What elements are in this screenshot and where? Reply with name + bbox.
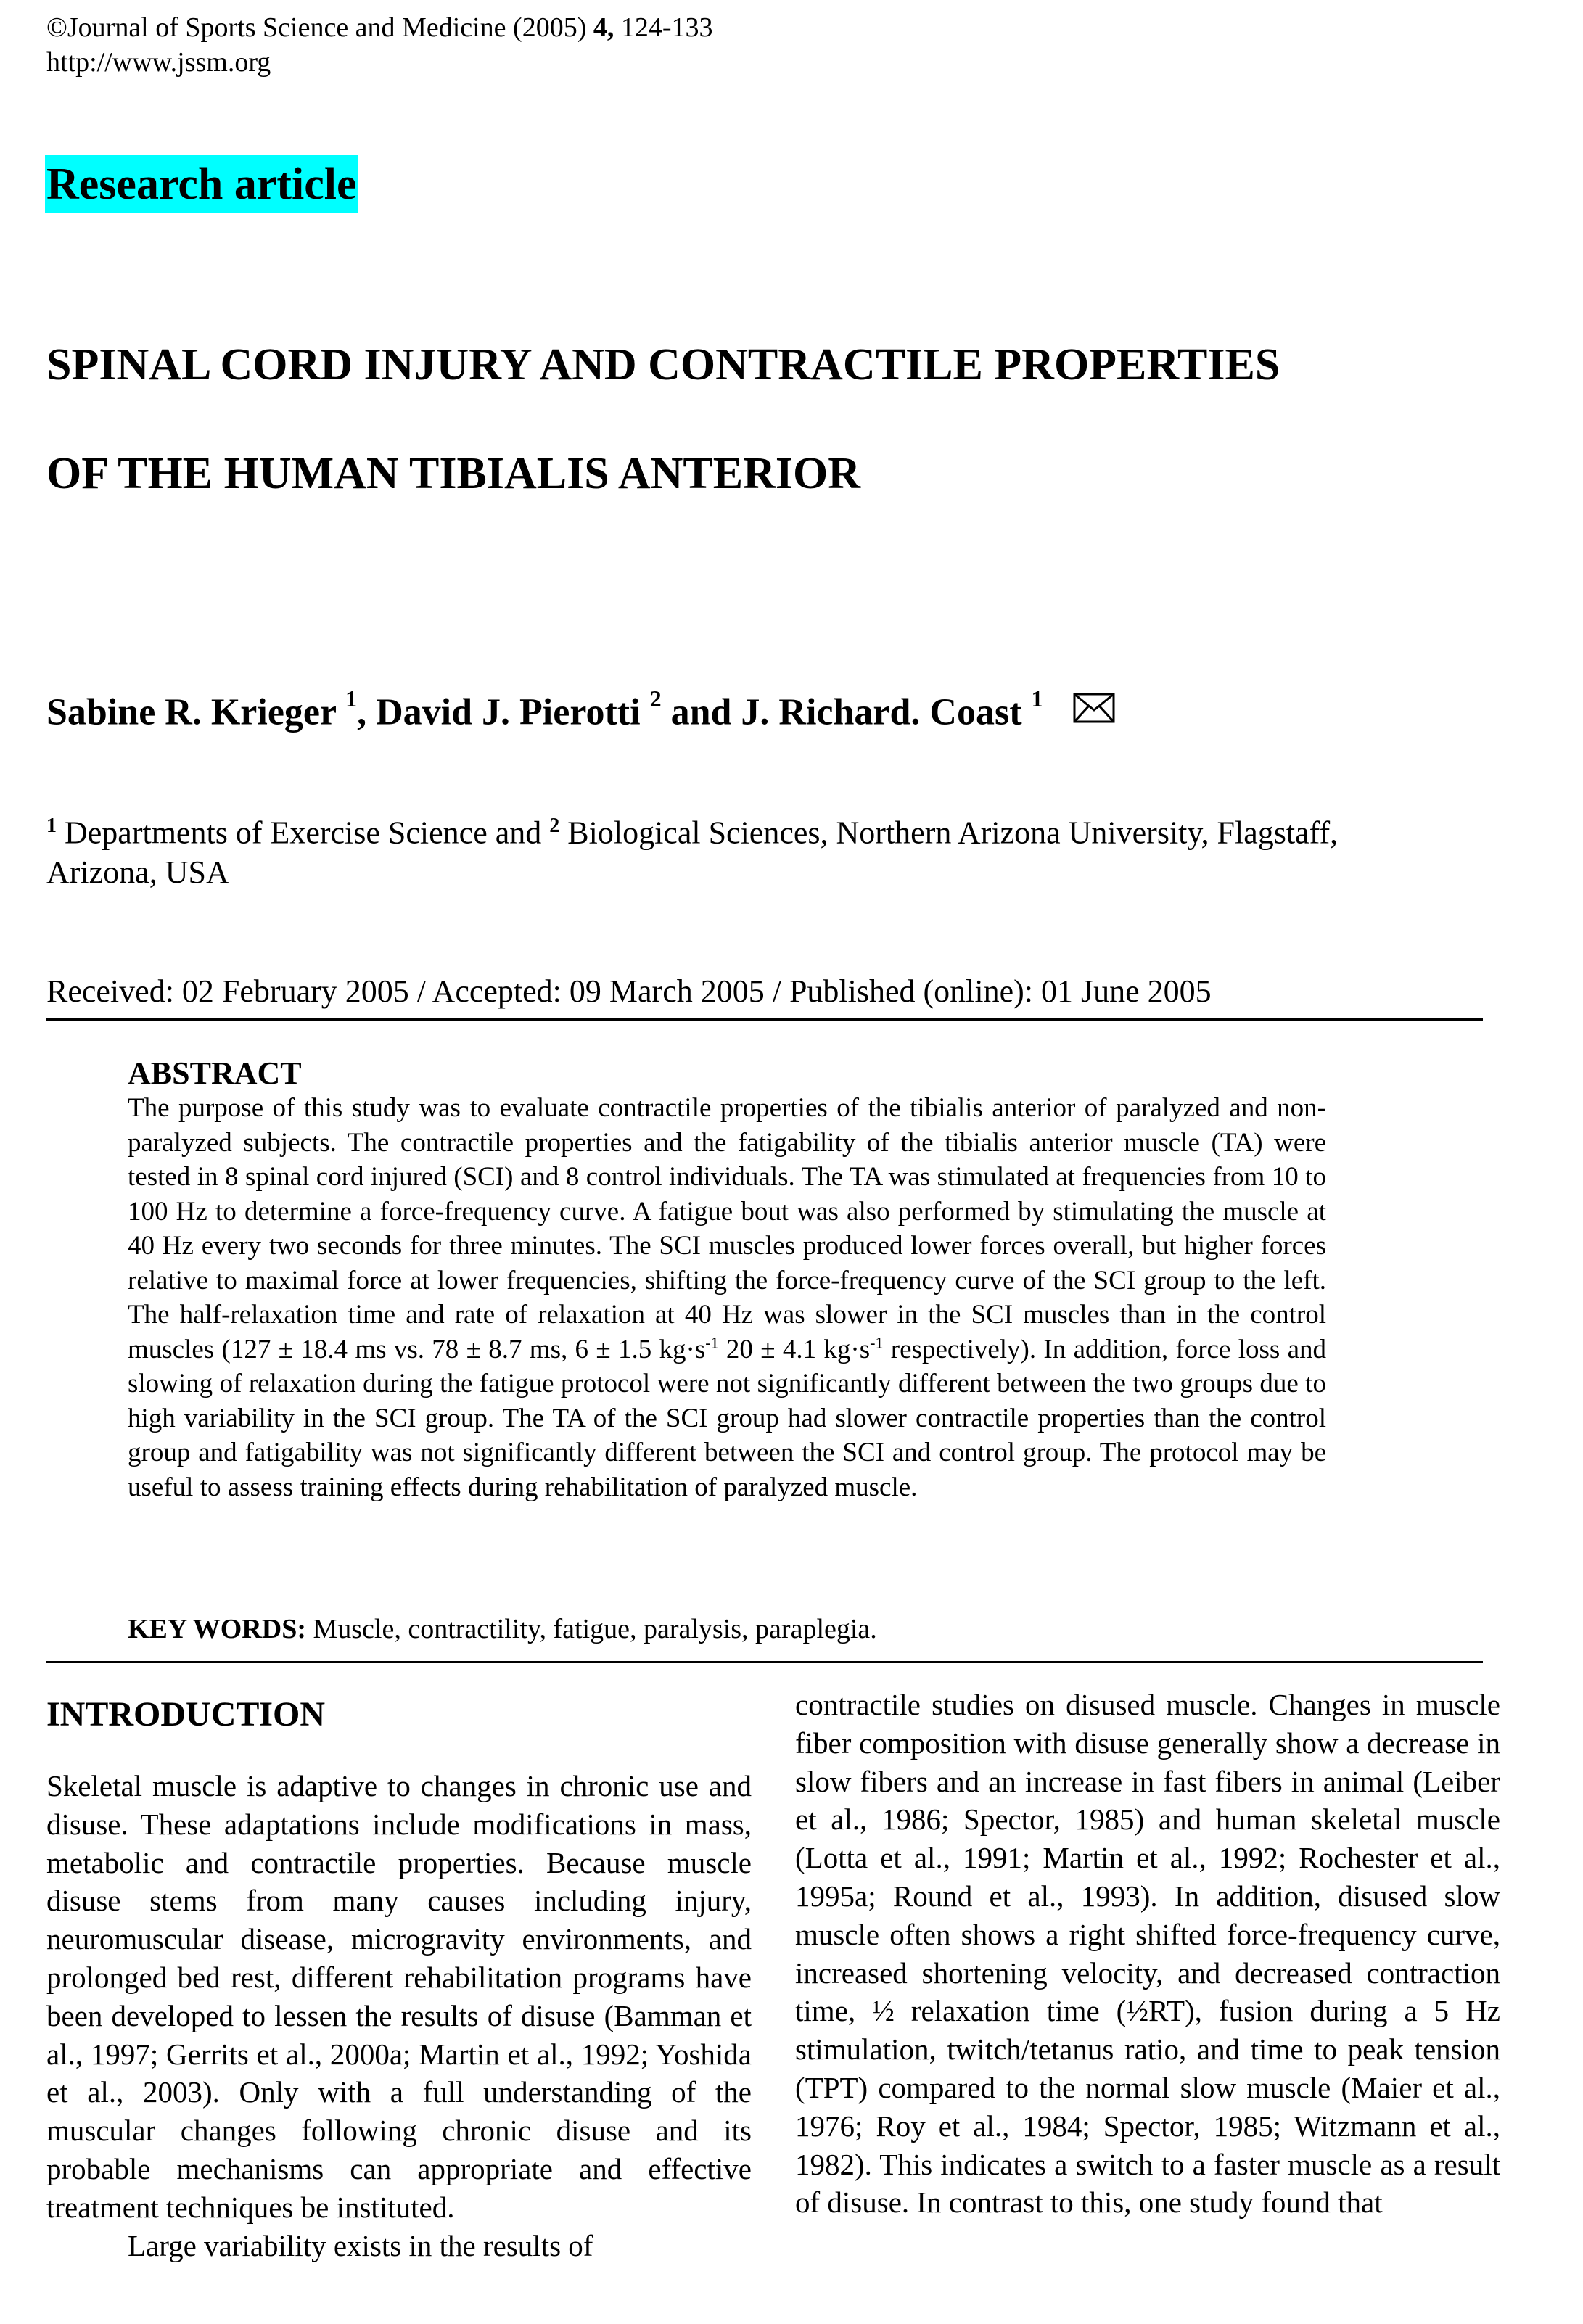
journal-volume: 4, [593,12,614,43]
envelope-icon[interactable] [1073,686,1115,737]
keywords-label: KEY WORDS: [128,1614,306,1644]
abstract-text [128,1091,1326,1504]
author-separator: and [661,691,741,733]
unit-exponent: -1 [870,1333,884,1352]
journal-name: ©Journal of Sports Science and Medicine (2005) [46,12,587,43]
journal-citation [46,10,713,45]
unit-exponent: -1 [705,1333,719,1352]
body-column-left [46,1693,752,2265]
body-paragraph: Skeletal muscle is adaptive to changes in chronic use and disuse. These adaptations include modifications in mass, metabolic and contractile properties. Because muscle disuse stems from many causes including injury, neuromuscular disease, microgravity environments, and prolonged bed rest, different rehabilitation programs have been developed to lessen the results of disuse (Bamman et al., 1997; Gerrits et al., 2000a; Martin et al., 1992; Yoshida et al., 2003). Only with a full understanding of the muscular changes following chronic disuse and its probable mechanisms can appropriate and effective treatment techniques be instituted. [46,1769,752,2224]
keywords-text: Muscle, contractility, fatigue, paralysis, paraplegia. [305,1614,877,1644]
author-separator: , [357,691,377,733]
body-column-right [795,1686,1500,2222]
abstract-text-part: The purpose of this study was to evaluate contractile properties of the tibialis anterior of paralyzed and non-paralyzed subjects. The contractile properties and the fatigability of the tibialis anterior muscle (TA) were tested in 8 spinal cord injured (SCI) and 8 control individuals. The TA was stimulated at frequencies from 10 to 100 Hz to determine a force-frequency curve. A fatigue bout was also performed by stimulating the muscle at 40 Hz every two seconds for three minutes. The SCI muscles produced lower forces overall, but higher forces relative to maximal force at lower frequencies, shifting the force-frequency curve of the SCI group to the left. The half-relaxation time and rate of relaxation at 40 Hz was slower in the SCI muscles than in the control muscles (127 ± 18.4 ms vs. 78 ± 8.7 ms, 6 ± 1.5 kg·s [128,1093,1326,1364]
affiliation [46,807,1425,892]
paper-title-line-2: OF THE HUMAN TIBIALIS ANTERIOR [46,449,860,498]
abstract-text-part: 20 ± 4.1 kg·s [718,1334,871,1364]
body-paragraph: Large variability exists in the results of [128,2228,593,2262]
abstract-heading: ABSTRACT [128,1055,302,1091]
journal-url[interactable]: http://www.jssm.org [46,47,271,78]
author-affiliation-mark: 1 [1031,685,1043,712]
section-heading: INTRODUCTION [46,1695,326,1734]
affiliation-mark: 2 [549,815,560,837]
author-name: Sabine R. Krieger [46,691,337,733]
affiliation-text: Biological Sciences, Northern Arizona University, Flagstaff, Arizona, USA [46,815,1339,890]
header-divider [46,1018,1483,1021]
author-name: J. Richard. Coast [741,691,1022,733]
author-affiliation-mark: 1 [345,685,358,712]
affiliation-mark: 1 [46,815,57,837]
body-paragraph: contractile studies on disused muscle. Changes in muscle fiber composition with disuse generally show a decrease in slow fibers and an increase in fast fibers in animal (Leiber et al., 1986; Spector, 1985) and human skeletal muscle (Lotta et al., 1991; Martin et al., 1992; Rochester et al., 1995a; Round et al., 1993). In addition, disused slow muscle often shows a right shifted force-frequency curve, increased shortening velocity, and decreased contraction time, ½ relaxation time (½RT), fusion during a 5 Hz stimulation, twitch/tetanus ratio, and time to peak tension (TPT) compared to the normal slow muscle (Maier et al., 1976; Roy et al., 1984; Spector, 1985; Witzmann et al., 1982). This indicates a switch to a faster muscle as a result of disuse. In contrast to this, one study found that [795,1688,1500,2220]
author-list [46,677,1115,738]
author-affiliation-mark: 2 [649,685,662,712]
journal-pages: 124-133 [620,12,713,43]
article-type-badge: Research article [45,155,358,213]
paper-title-line-1: SPINAL CORD INJURY AND CONTRACTILE PROPERTIES [46,340,1280,390]
keywords [128,1612,877,1647]
affiliation-text: Departments of Exercise Science and [57,815,550,851]
publication-dates: Received: 02 February 2005 / Accepted: 09 March 2005 / Published (online): 01 June 2005 [46,973,1212,1009]
author-name: David J. Pierotti [376,691,641,733]
abstract-text-part: respectively). In addition, force loss and slowing of relaxation during the fatigue protocol were not significantly different between the two groups due to high variability in the SCI group. The TA of the SCI group had slower contractile properties than the control group and fatigability was not significantly different between the SCI and control group. The protocol may be useful to assess training effects during rehabilitation of paralyzed muscle. [128,1334,1327,1502]
abstract-divider [46,1661,1483,1663]
